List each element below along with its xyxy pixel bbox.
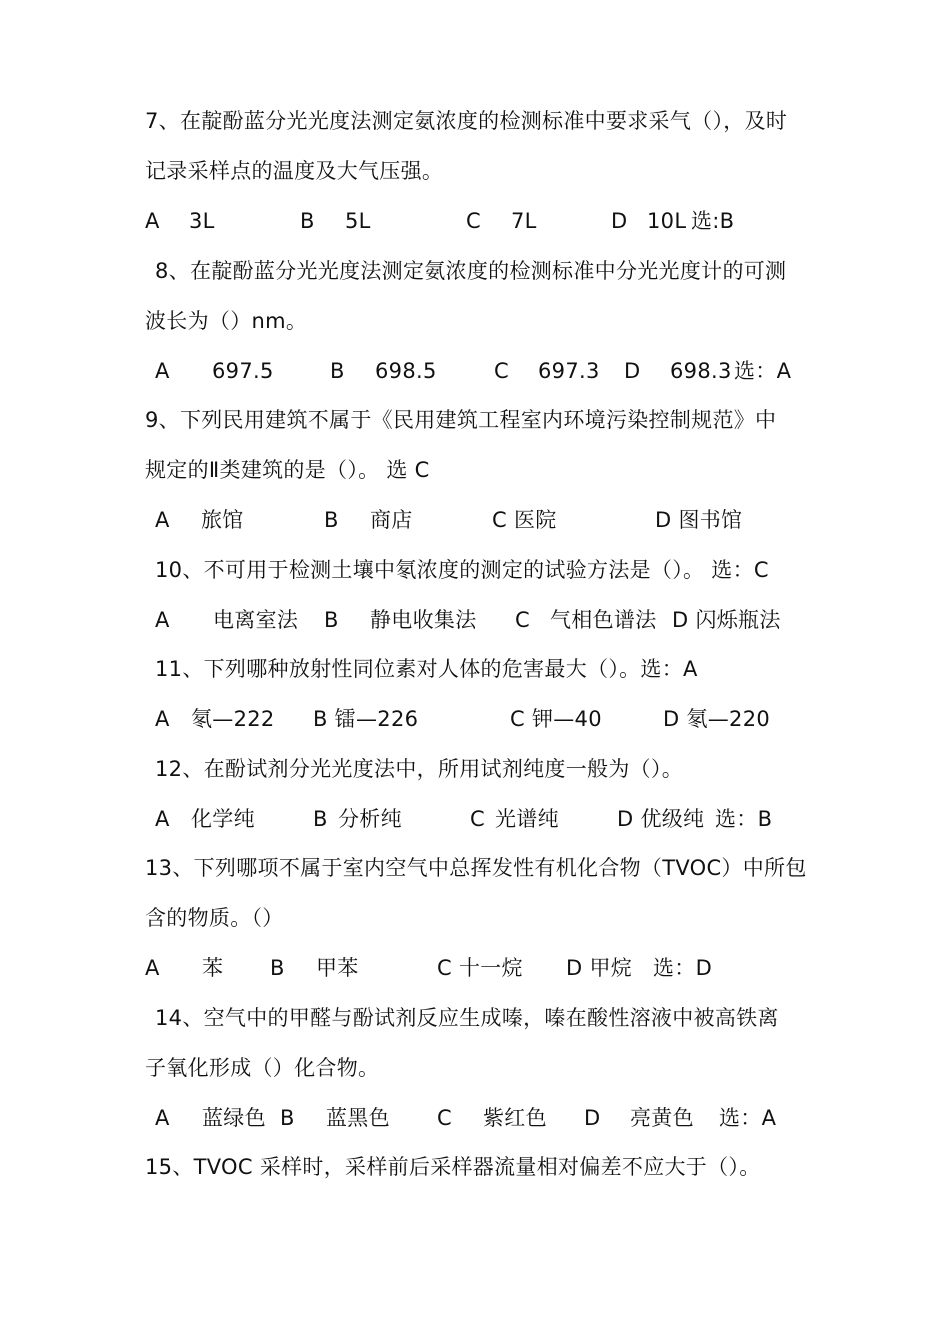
- option-b-letter: B: [330, 359, 345, 383]
- option-c-letter: C: [466, 209, 481, 233]
- option-b-text: 分析纯: [338, 807, 402, 831]
- option-b-letter: B: [313, 807, 328, 831]
- option-a-text: 旅馆: [201, 508, 244, 532]
- question-13-line-1: 13、下列哪项不属于室内空气中总挥发性有机化合物（TVOC）中所包: [145, 856, 807, 880]
- option-a-text: 化学纯: [191, 807, 255, 831]
- option-a-text: 电离室法: [213, 608, 299, 632]
- option-b-letter: B: [300, 209, 315, 233]
- option-d: D 甲烷: [566, 956, 633, 980]
- option-c-text: 气相色谱法: [550, 608, 657, 632]
- answer: 选：B: [715, 807, 773, 831]
- option-d: D 氡—220: [663, 707, 771, 731]
- question-14-line-1: 14、空气中的甲醛与酚试剂反应生成嗪，嗪在酸性溶液中被高铁离: [155, 1006, 779, 1030]
- option-c: C 钾—40: [510, 707, 602, 731]
- option-c-letter: C: [515, 608, 530, 632]
- option-d-letter: D: [584, 1106, 601, 1130]
- option-d-text: 10L: [647, 209, 687, 233]
- option-b-text: 蓝黑色: [326, 1106, 390, 1130]
- question-9-line-2: 规定的Ⅱ类建筑的是（）。 选 C: [145, 458, 430, 482]
- option-a-letter: A: [155, 508, 170, 532]
- option-c: C 十一烷: [437, 956, 523, 980]
- question-10: 10、不可用于检测土壤中氡浓度的测定的试验方法是（）。 选：C: [155, 558, 769, 582]
- option-c-text: 光谱纯: [495, 807, 559, 831]
- question-13-line-2: 含的物质。（）: [145, 906, 284, 930]
- answer: 选：D: [653, 956, 713, 980]
- option-c-letter: C: [437, 1106, 452, 1130]
- option-d-text: 698.3: [670, 359, 732, 383]
- option-c-text: 7L: [511, 209, 537, 233]
- option-a-letter: A: [155, 807, 170, 831]
- option-b-text: 698.5: [375, 359, 437, 383]
- option-b: B 镭—226: [313, 707, 419, 731]
- question-11: 11、下列哪种放射性同位素对人体的危害最大（）。选：A: [155, 657, 698, 681]
- option-a-text: 蓝绿色: [202, 1106, 266, 1130]
- option-a-text: 3L: [189, 209, 215, 233]
- option-a-letter: A: [155, 359, 170, 383]
- option-d-text: 亮黄色: [630, 1106, 694, 1130]
- option-d: D 图书馆: [655, 508, 743, 532]
- option-c-text: 697.3: [538, 359, 600, 383]
- option-b-text: 商店: [370, 508, 413, 532]
- option-b-letter: B: [324, 608, 339, 632]
- option-d: D 优级纯: [617, 807, 705, 831]
- option-a-letter: A: [145, 209, 160, 233]
- option-a-letter: A: [145, 956, 160, 980]
- option-d: D 闪烁瓶法: [672, 608, 781, 632]
- option-a-text: 氡—222: [191, 707, 275, 731]
- option-b-text: 甲苯: [316, 956, 359, 980]
- option-a-letter: A: [155, 707, 170, 731]
- answer: 选：A: [734, 359, 792, 383]
- option-c: C 医院: [492, 508, 557, 532]
- option-d-letter: D: [611, 209, 628, 233]
- answer: 选:B: [691, 209, 735, 233]
- question-7-line-1: 7、在靛酚蓝分光光度法测定氨浓度的检测标准中要求采气（），及时: [145, 109, 788, 133]
- option-b-letter: B: [280, 1106, 295, 1130]
- option-a-letter: A: [155, 1106, 170, 1130]
- option-a-letter: A: [155, 608, 170, 632]
- question-9-line-1: 9、下列民用建筑不属于《民用建筑工程室内环境污染控制规范》中: [145, 408, 777, 432]
- question-7-line-2: 记录采样点的温度及大气压强。: [145, 159, 444, 183]
- option-b-letter: B: [270, 956, 285, 980]
- question-8-line-1: 8、在靛酚蓝分光光度法测定氨浓度的检测标准中分光光度计的可测: [155, 259, 787, 283]
- question-8-line-2: 波长为（）nm。: [145, 309, 308, 333]
- option-b-text: 静电收集法: [370, 608, 477, 632]
- question-15: 15、TVOC 采样时，采样前后采样器流量相对偏差不应大于（）。: [145, 1155, 761, 1179]
- option-a-text: 苯: [202, 956, 224, 980]
- option-c-letter: C: [470, 807, 485, 831]
- option-c-letter: C: [494, 359, 509, 383]
- option-b-text: 5L: [345, 209, 371, 233]
- question-12: 12、在酚试剂分光光度法中，所用试剂纯度一般为（）。: [155, 757, 684, 781]
- answer: 选：A: [719, 1106, 777, 1130]
- option-a-text: 697.5: [212, 359, 274, 383]
- option-b-letter: B: [324, 508, 339, 532]
- option-c-text: 紫红色: [483, 1106, 547, 1130]
- question-14-line-2: 子氧化形成（）化合物。: [145, 1056, 380, 1080]
- option-d-letter: D: [624, 359, 641, 383]
